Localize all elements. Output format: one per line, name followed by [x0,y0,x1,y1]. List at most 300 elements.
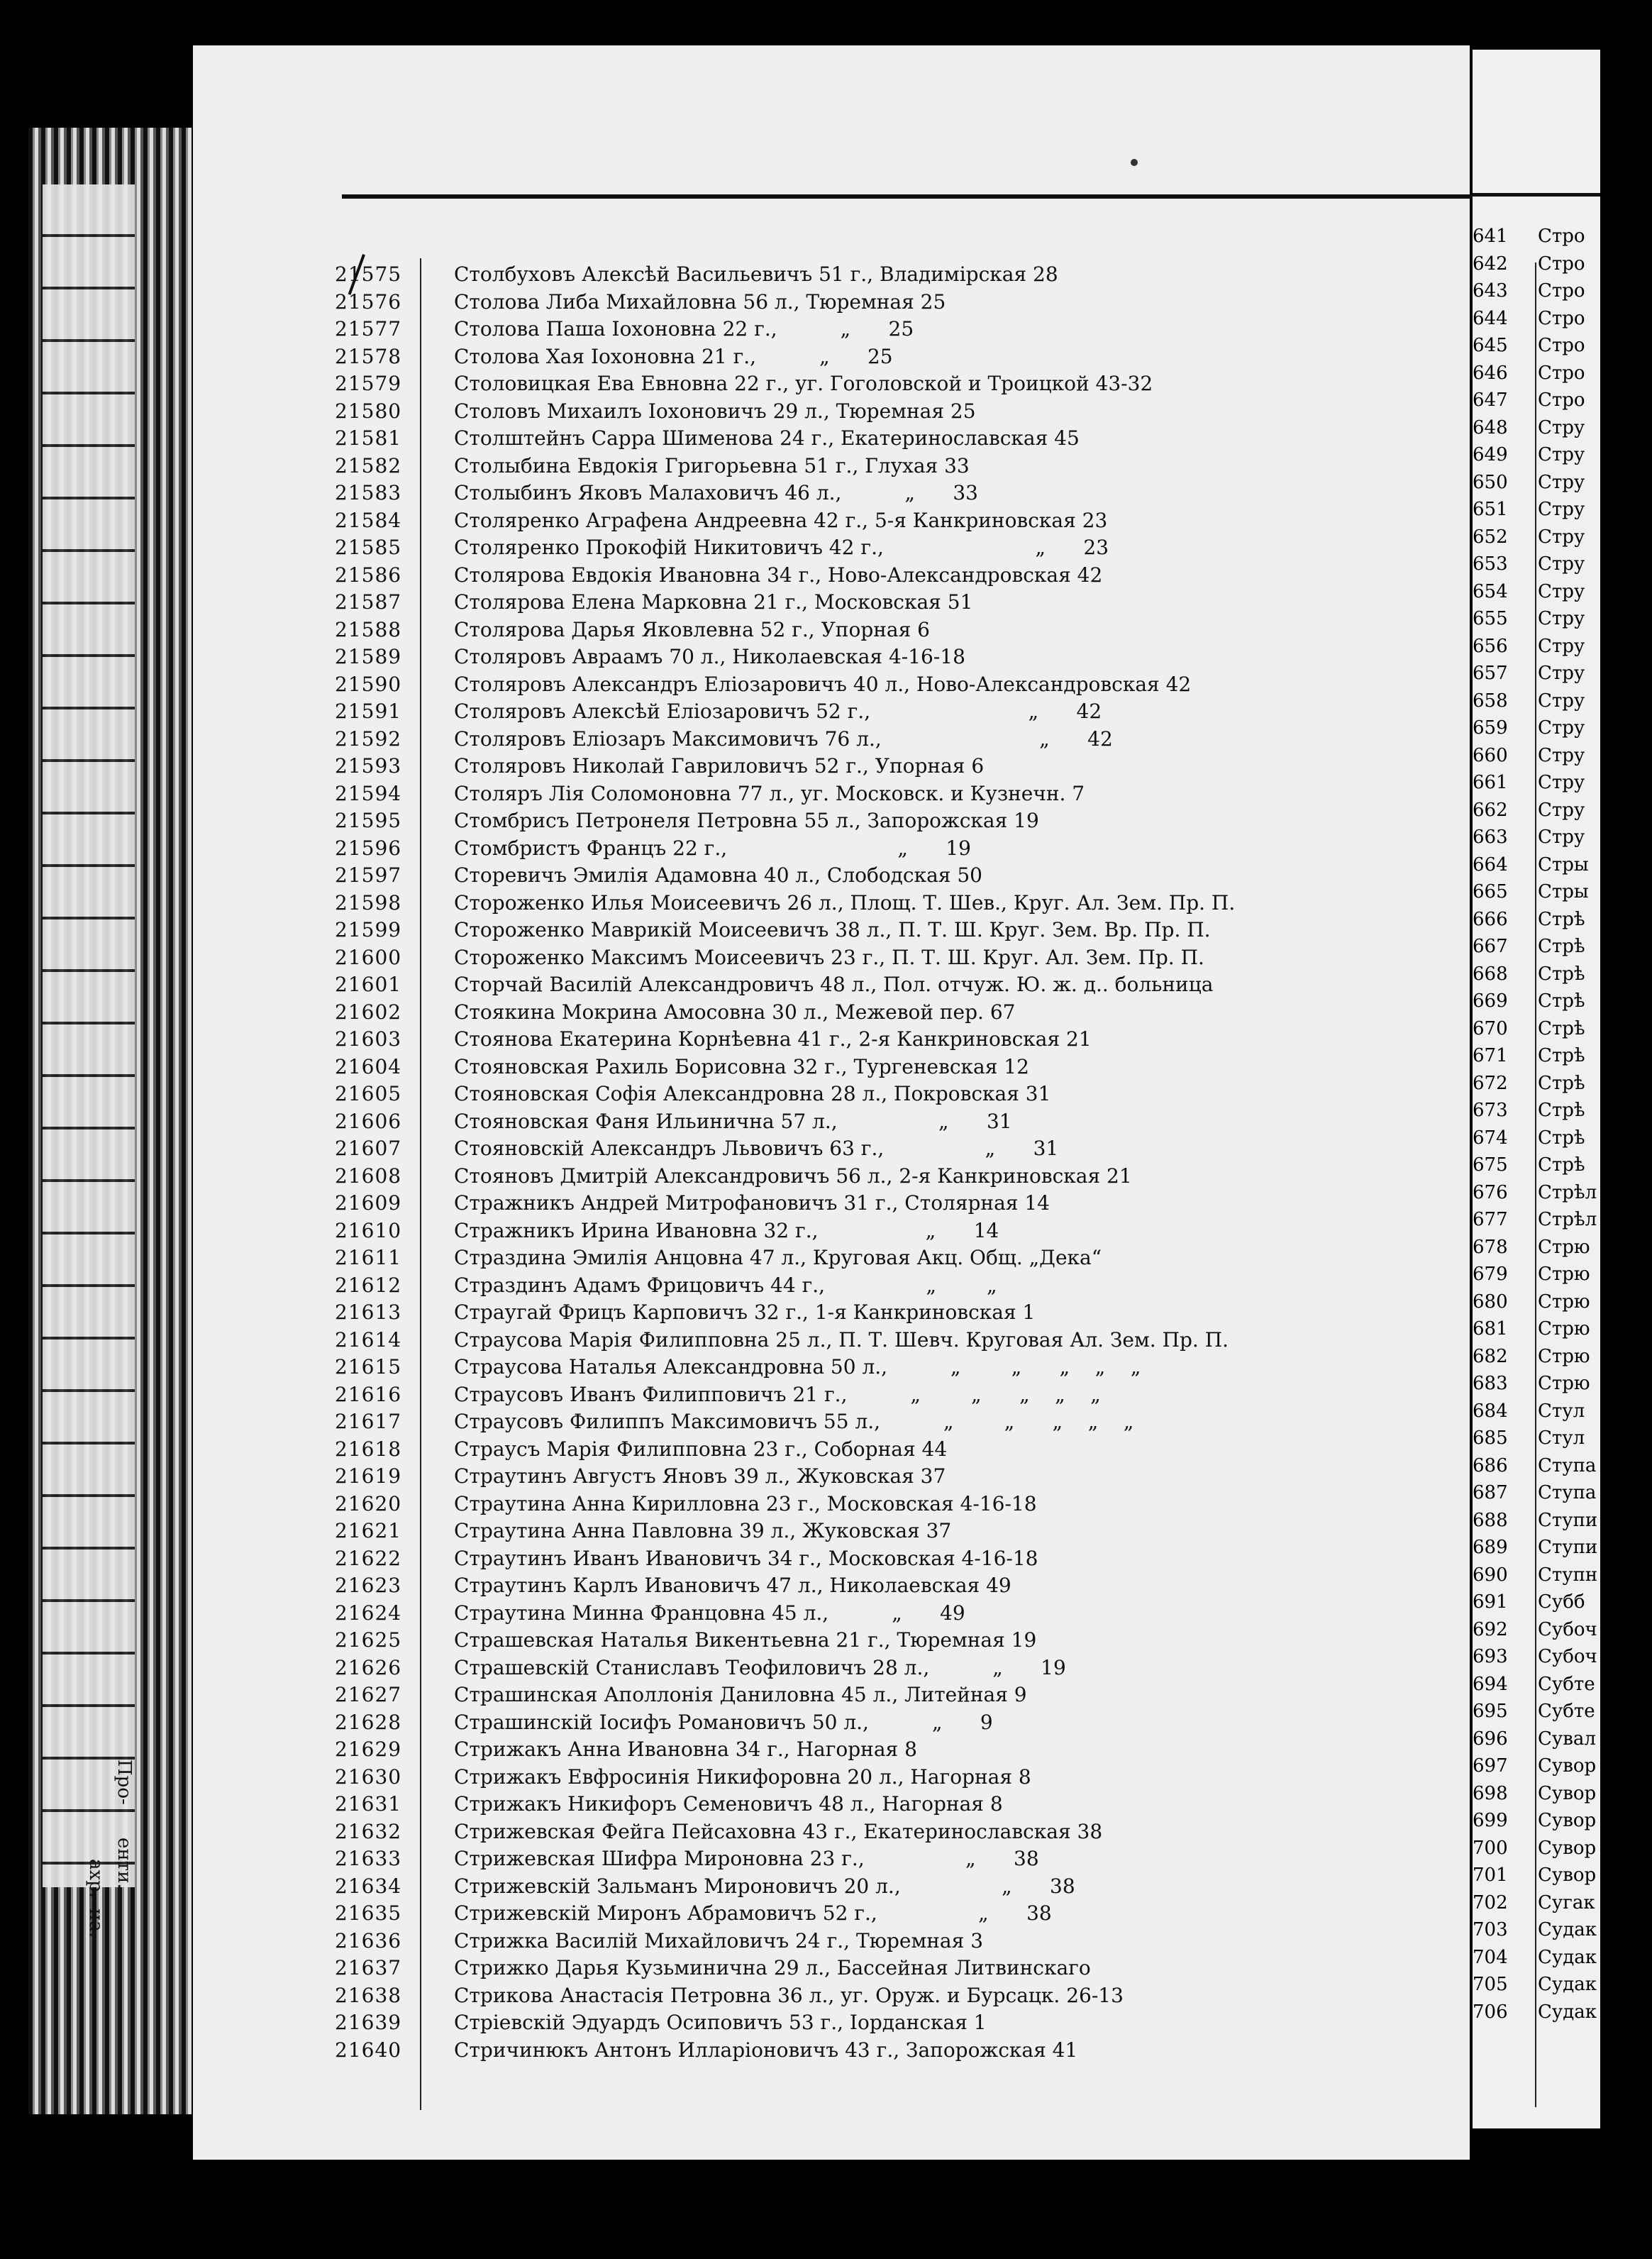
entry-number: 21583 [335,481,402,504]
entry-number: 688 [1473,1509,1508,1531]
entry-text: Стро [1538,362,1585,384]
entry-text: Ступа [1538,1454,1597,1476]
entry-number: 702 [1473,1891,1508,1913]
entry-number: 677 [1473,1209,1508,1230]
list-item [193,1408,1470,1436]
list-item [193,1108,1470,1136]
list-item [193,999,1470,1027]
entry-number: 21626 [335,1655,402,1679]
entry-text: Судак [1538,1919,1597,1940]
entry-number: 21633 [335,1847,402,1870]
entry-text: Страутина Анна Кирилловна 23 г., Московская 4-16-18 [454,1491,1037,1515]
entry-text: Судак [1538,2001,1597,2023]
list-item [193,1764,1470,1791]
entry-number: 21624 [335,1601,402,1625]
entry-number: 680 [1473,1291,1508,1313]
entry-text: Стояновскій Александръ Львовичъ 63 г., „ 31 [454,1137,1059,1160]
entry-text: Стрю [1538,1236,1590,1258]
entry-text: Субоч [1538,1618,1597,1640]
entry-number: 695 [1473,1701,1508,1722]
entry-text: Столяровъ Николай Гавриловичъ 52 г., Упорная 6 [454,754,985,778]
entry-number: 661 [1473,772,1508,793]
entry-text: Субб [1538,1591,1585,1613]
entry-number: 21629 [335,1738,402,1761]
entry-text: Столова Хая Іохоновна 21 г., „ 25 [454,344,893,368]
entry-number: 21622 [335,1546,402,1570]
entry-text: Стомбристъ Францъ 22 г., „ 19 [454,836,971,860]
entry-text: Стро [1538,390,1585,411]
list-item [193,1436,1470,1464]
list-item [193,534,1470,562]
entry-text: Сувор [1538,1865,1597,1886]
entry-number: 21613 [335,1300,402,1324]
entry-text: Стру [1538,553,1585,575]
entry-text: Стру [1538,690,1585,712]
list-item [193,1982,1470,2010]
entry-text: Страусова Наталья Александровна 50 л., „ „ „ „ „ [454,1355,1141,1379]
entry-number: 21578 [335,344,402,368]
entry-number: 21618 [335,1437,402,1461]
entry-number: 21582 [335,453,402,477]
entry-number: 21592 [335,727,402,751]
adjacent-header-rule [1473,193,1600,197]
entry-number: 21636 [335,1928,402,1953]
entry-text: Стрижакъ Анна Ивановна 34 г., Нагорная 8 [454,1738,917,1761]
list-item [193,671,1470,699]
entry-text: Сувор [1538,1837,1597,1859]
entry-text: Стру [1538,827,1585,848]
entry-text: Стрижко Дарья Кузьминична 29 л., Бассейная Литвинскаго [454,1956,1091,1979]
entry-text: Страздинъ Адамъ Фрицовичъ 44 г., „ „ [454,1273,997,1297]
entry-text: Сторевичъ Эмилія Адамовна 40 л., Слободская 50 [454,863,982,887]
entry-text: Столбуховъ Алексѣй Васильевичъ 51 г., Владимірская 28 [454,263,1058,286]
list-item [193,480,1470,507]
entry-text: Стрю [1538,1345,1590,1367]
entry-number: 657 [1473,663,1508,684]
margin-label-4: на. [85,1909,106,1938]
entry-number: 679 [1473,1264,1508,1285]
entry-number: 704 [1473,1946,1508,1968]
entry-number: 653 [1473,553,1508,575]
entry-number: 660 [1473,744,1508,766]
entry-text: Стру [1538,635,1585,657]
entry-text: Страусовъ Иванъ Филипповичъ 21 г., „ „ „ „ „ [454,1382,1101,1406]
entry-text: Столяровъ Александръ Еліозаровичъ 40 л., Ново-Александровская 42 [454,672,1192,696]
list-item [193,1190,1470,1217]
entry-text: Стрижакъ Евфросинія Никифоровна 20 л., Нагорная 8 [454,1764,1031,1789]
entry-number: 21616 [335,1382,402,1406]
entry-number: 691 [1473,1591,1508,1613]
entry-number: 667 [1473,936,1508,957]
entry-number: 687 [1473,1482,1508,1503]
entry-number: 671 [1473,1045,1508,1066]
entry-number: 655 [1473,608,1508,629]
entry-text: Стрѣ [1538,1045,1585,1066]
list-item [193,1463,1470,1491]
list-item [193,1381,1470,1409]
entry-text: Столярова Дарья Яковлевна 52 г., Упорная 6 [454,617,930,641]
entry-number: 21580 [335,399,402,423]
entry-text: Стро [1538,253,1585,275]
entry-text: Стру [1538,499,1585,520]
entry-text: Стражникъ Андрей Митрофановичъ 31 г., Столярная 14 [454,1191,1050,1215]
entry-number: 643 [1473,280,1508,302]
list-item [193,1572,1470,1600]
entry-number: 673 [1473,1100,1508,1121]
entry-text: Стрѣл [1538,1181,1597,1203]
entry-text: Столяренко Аграфена Андреевна 42 г., 5-я Канкриновская 23 [454,508,1108,532]
entry-number: 696 [1473,1728,1508,1750]
entry-text: Страутина Минна Францовна 45 л., „ 49 [454,1601,965,1625]
entry-number: 663 [1473,827,1508,848]
entry-number: 674 [1473,1127,1508,1149]
list-item [193,807,1470,835]
entry-text: Страутинъ Карлъ Ивановичъ 47 л., Николаевская 49 [454,1574,1011,1597]
entry-number: 21608 [335,1164,402,1188]
entry-text: Стрѣ [1538,1017,1585,1039]
list-item [193,1026,1470,1054]
list-item [193,507,1470,535]
entry-text: Столяровъ Алексѣй Еліозаровичъ 52 г., „ 42 [454,700,1102,723]
entry-text: Столова Либа Михайловна 56 л., Тюремная 25 [454,289,946,314]
list-item [193,1681,1470,1709]
entry-number: 21619 [335,1464,402,1488]
list-item [193,862,1470,890]
entry-text: Стоянова Екатерина Корнѣевна 41 г., 2-я Канкриновская 21 [454,1027,1092,1051]
entry-text: Столярова Евдокія Ивановна 34 г., Ново-Александровская 42 [454,563,1103,587]
entry-number: 644 [1473,307,1508,329]
entry-text: Стро [1538,307,1585,329]
entry-number: 656 [1473,635,1508,657]
entry-text: Столова Паша Іохоновна 22 г., „ 25 [454,317,914,341]
entry-text: Страшинскій Іосифъ Романовичъ 50 л., „ 9 [454,1710,993,1734]
entry-number: 664 [1473,854,1508,876]
entry-number: 21591 [335,700,402,723]
list-item [193,316,1470,343]
entry-text: Стру [1538,744,1585,766]
list-item [193,780,1470,808]
entry-text: Стрю [1538,1291,1590,1313]
entry-number: 654 [1473,580,1508,602]
entry-number: 690 [1473,1564,1508,1586]
entry-text: Стояновская Софія Александровна 28 л., Покровская 31 [454,1082,1051,1105]
entry-text: Столяровъ Еліозаръ Максимовичъ 76 л., „ 42 [454,727,1113,751]
entry-text: Стул [1538,1400,1585,1422]
entry-text: Судак [1538,1974,1597,1995]
entry-number: 21575 [335,263,402,286]
entry-text: Стрижакъ Никифоръ Семеновичъ 48 л., Нагорная 8 [454,1792,1003,1816]
entry-text: Страздина Эмилія Анцовна 47 л., Круговая Акц. Общ. „Дека“ [454,1246,1102,1269]
entry-text: Столяренко Прокофій Никитовичъ 42 г., „ 23 [454,536,1109,559]
list-item [193,698,1470,726]
entry-number: 678 [1473,1236,1508,1258]
entry-number: 682 [1473,1345,1508,1367]
entry-number: 694 [1473,1673,1508,1695]
entry-number: 648 [1473,416,1508,438]
list-item [193,1081,1470,1108]
entry-text: Стрижевская Шифра Мироновна 23 г., „ 38 [454,1847,1039,1870]
entry-text: Стороженко Илья Моисеевичъ 26 л., Площ. Т. Шев., Круг. Ал. Зем. Пр. П. [454,890,1236,915]
entry-text: Стрѣ [1538,963,1585,985]
entry-number: 701 [1473,1865,1508,1886]
list-item [193,2037,1470,2065]
entry-number: 21588 [335,617,402,641]
entry-text: Стрижка Василій Михайловичъ 24 г., Тюремная 3 [454,1928,984,1953]
entry-text: Стрѣ [1538,1127,1585,1149]
entry-number: 21589 [335,645,402,668]
entry-number: 21594 [335,781,402,805]
entry-number: 21584 [335,508,402,532]
entry-text: Стро [1538,226,1585,247]
list-item [193,1518,1470,1545]
entry-text: Стру [1538,608,1585,629]
list-item [193,589,1470,617]
list-item [193,1491,1470,1518]
entry-text: Стрѣл [1538,1209,1597,1230]
entry-number: 21595 [335,809,402,832]
entry-number: 645 [1473,335,1508,356]
list-item [193,1600,1470,1628]
entry-number: 676 [1473,1181,1508,1203]
list-item [193,1135,1470,1163]
entry-number: 21634 [335,1874,402,1898]
entry-text: Стру [1538,799,1585,821]
entry-text: Стру [1538,772,1585,793]
entry-text: Судак [1538,1946,1597,1968]
list-item [193,1818,1470,1846]
entry-text: Стрѣ [1538,1154,1585,1176]
entry-text: Страутинъ Иванъ Ивановичъ 34 г., Московская 4-16-18 [454,1546,1038,1570]
entry-number: 698 [1473,1782,1508,1804]
entry-number: 672 [1473,1072,1508,1094]
entry-number: 642 [1473,253,1508,275]
list-item [193,1354,1470,1381]
entry-number: 21598 [335,890,402,915]
margin-label-1: Про- [113,1760,135,1805]
entry-text: Стру [1538,526,1585,548]
entry-text: Стрѣ [1538,936,1585,957]
entry-number: 681 [1473,1318,1508,1340]
entry-text: Стры [1538,854,1589,876]
list-item [193,398,1470,426]
entry-number: 21585 [335,536,402,559]
entry-number: 21593 [335,754,402,778]
entry-text: Страшевскій Станиславъ Теофиловичъ 28 л., „ 19 [454,1655,1066,1679]
list-item [193,1272,1470,1300]
entry-text: Субоч [1538,1646,1597,1667]
entry-number: 21612 [335,1273,402,1297]
list-item [193,917,1470,944]
entry-number: 21599 [335,918,402,941]
entry-number: 21601 [335,973,402,996]
list-item [193,1545,1470,1573]
entry-number: 693 [1473,1646,1508,1667]
entry-number: 665 [1473,881,1508,902]
list-item [193,425,1470,453]
entry-text: Стрю [1538,1373,1590,1394]
entry-number: 21635 [335,1901,402,1925]
entry-text: Стрѣ [1538,1100,1585,1121]
list-item [193,1845,1470,1873]
entry-number: 649 [1473,444,1508,465]
list-item [193,1900,1470,1928]
list-item [193,644,1470,671]
list-item [193,1244,1470,1272]
entry-text: Страшевская Наталья Викентьевна 21 г., Тюремная 19 [454,1628,1037,1652]
entry-text: Стры [1538,881,1589,902]
directory-page [193,45,1470,2160]
entry-text: Стру [1538,416,1585,438]
entry-number: 21617 [335,1410,402,1433]
entry-text: Сувал [1538,1728,1596,1750]
entry-number: 669 [1473,990,1508,1012]
entry-text: Стоякина Мокрина Амосовна 30 л., Межевой пер. 67 [454,1000,1016,1024]
entry-number: 21620 [335,1491,402,1515]
entry-number: 21623 [335,1574,402,1597]
entry-text: Страугай Фрицъ Карповичъ 32 г., 1-я Канкриновская 1 [454,1300,1036,1324]
entry-number: 21614 [335,1327,402,1352]
entry-number: 641 [1473,226,1508,247]
adjacent-page [1473,50,1600,2128]
entry-text: Стороженко Максимъ Моисеевичъ 23 г., П. Т. Ш. Круг. Ал. Зем. Пр. П. [454,945,1204,969]
entry-text: Стро [1538,335,1585,356]
list-item [193,1791,1470,1818]
entry-text: Стрѣ [1538,908,1585,930]
list-item [193,890,1470,917]
entry-number: 21610 [335,1218,402,1242]
entry-text: Стру [1538,444,1585,465]
entry-text: Стрикова Анастасія Петровна 36 л., уг. Оруж. и Бурсацк. 26-13 [454,1983,1124,2007]
entry-number: 21625 [335,1628,402,1652]
entry-text: Столыбинъ Яковъ Малаховичъ 46 л., „ 33 [454,481,978,504]
entry-number: 21632 [335,1819,402,1843]
entry-text: Страусъ Марія Филипповна 23 г., Соборная 44 [454,1437,948,1461]
entry-number: 21597 [335,863,402,887]
entry-number: 686 [1473,1454,1508,1476]
entry-number: 21615 [335,1355,402,1379]
list-item [193,1709,1470,1737]
entry-text: Столовицкая Ева Евновна 22 г., уг. Гоголовской и Троицкой 43-32 [454,372,1153,395]
entry-text: Сугак [1538,1891,1595,1913]
entry-text: Стрю [1538,1264,1590,1285]
entry-number: 689 [1473,1537,1508,1558]
entry-number: 684 [1473,1400,1508,1422]
entry-text: Стрю [1538,1318,1590,1340]
list-item [193,971,1470,999]
list-item [193,1736,1470,1764]
entry-number: 21628 [335,1710,402,1734]
entry-text: Стрижевская Фейга Пейсаховна 43 г., Екатеринославская 38 [454,1819,1103,1843]
entry-text: Ступн [1538,1564,1598,1586]
entry-number: 21577 [335,317,402,341]
entry-text: Стрѣ [1538,990,1585,1012]
entry-text: Стричинюкъ Антонъ Илларіоновичъ 43 г., Запорожская 41 [454,2038,1078,2062]
entry-text: Стороженко Маврикій Моисеевичъ 38 л., П. Т. Ш. Круг. Зем. Вр. Пр. П. [454,918,1211,941]
entry-number: 21606 [335,1109,402,1133]
entry-number: 662 [1473,799,1508,821]
entry-text: Сторчай Василій Александровичъ 48 л., Пол. отчуж. Ю. ж. д.. больница [454,973,1214,996]
entry-number: 21579 [335,372,402,395]
entry-number: 21609 [335,1191,402,1215]
entry-number: 21600 [335,945,402,969]
entry-text: Стру [1538,663,1585,684]
entry-text: Стру [1538,580,1585,602]
list-item [193,1299,1470,1327]
entry-number: 21637 [335,1956,402,1979]
list-item [193,1655,1470,1682]
entry-number: 659 [1473,717,1508,739]
list-item [193,1327,1470,1354]
entry-number: 652 [1473,526,1508,548]
index-tabs [43,184,135,1887]
entry-text: Стояновская Фаня Ильинична 57 л., „ 31 [454,1109,1012,1133]
entry-number: 21621 [335,1519,402,1542]
page-speck [1131,159,1138,166]
list-item [193,2009,1470,2037]
entry-number: 705 [1473,1974,1508,1995]
entry-number: 651 [1473,499,1508,520]
entry-text: Ступи [1538,1537,1598,1558]
entry-text: Субте [1538,1673,1595,1695]
entry-text: Стул [1538,1427,1585,1449]
list-item [193,835,1470,863]
list-item [193,370,1470,398]
list-item [193,261,1470,289]
entry-number: 21586 [335,563,402,587]
entry-text: Стро [1538,280,1585,302]
entry-number: 668 [1473,963,1508,985]
entry-number: 647 [1473,390,1508,411]
entry-text: Стояновъ Дмитрій Александровичъ 56 л., 2-я Канкриновская 21 [454,1164,1132,1188]
entry-text: Страшинская Аполлонія Даниловна 45 л., Литейная 9 [454,1683,1027,1706]
entry-number: 21587 [335,590,402,614]
entry-number: 675 [1473,1154,1508,1176]
entry-number: 21603 [335,1027,402,1051]
entry-number: 21605 [335,1082,402,1105]
entry-text: Сувор [1538,1755,1597,1777]
list-item [193,343,1470,371]
entry-text: Столштейнъ Сарра Шименова 24 г., Екатеринославская 45 [454,426,1080,450]
entry-text: Столяровъ Авраамъ 70 л., Николаевская 4-16-18 [454,645,965,668]
entry-text: Стру [1538,717,1585,739]
entry-text: Столыбина Евдокія Григорьевна 51 г., Глухая 33 [454,453,970,477]
entry-text: Стріевскій Эдуардъ Осиповичъ 53 г., Іорданская 1 [454,2011,987,2034]
list-item [193,1054,1470,1081]
entry-number: 670 [1473,1017,1508,1039]
entry-number: 700 [1473,1837,1508,1859]
entry-text: Страусова Марія Филипповна 25 л., П. Т. Шевч. Круговая Ал. Зем. Пр. П. [454,1327,1229,1352]
entry-list [193,261,1470,2064]
entry-number: 650 [1473,471,1508,493]
list-item [193,562,1470,590]
entry-number: 21576 [335,289,402,314]
entry-text: Сувор [1538,1782,1597,1804]
adjacent-column-divider [1535,263,1536,2107]
entry-number: 21611 [335,1246,402,1269]
list-item [193,1928,1470,1955]
entry-number: 692 [1473,1618,1508,1640]
list-item [193,617,1470,644]
entry-text: Стражникъ Ирина Ивановна 32 г., „ 14 [454,1218,999,1242]
entry-number: 699 [1473,1810,1508,1831]
list-item [193,1163,1470,1191]
list-item [193,944,1470,972]
entry-text: Стомбрисъ Петронеля Петровна 55 л., Запорожская 19 [454,809,1039,832]
entry-number: 21627 [335,1683,402,1706]
entry-text: Сувор [1538,1810,1597,1831]
entry-text: Столярова Елена Марковна 21 г., Московская 51 [454,590,973,614]
header-rule [342,194,1491,199]
